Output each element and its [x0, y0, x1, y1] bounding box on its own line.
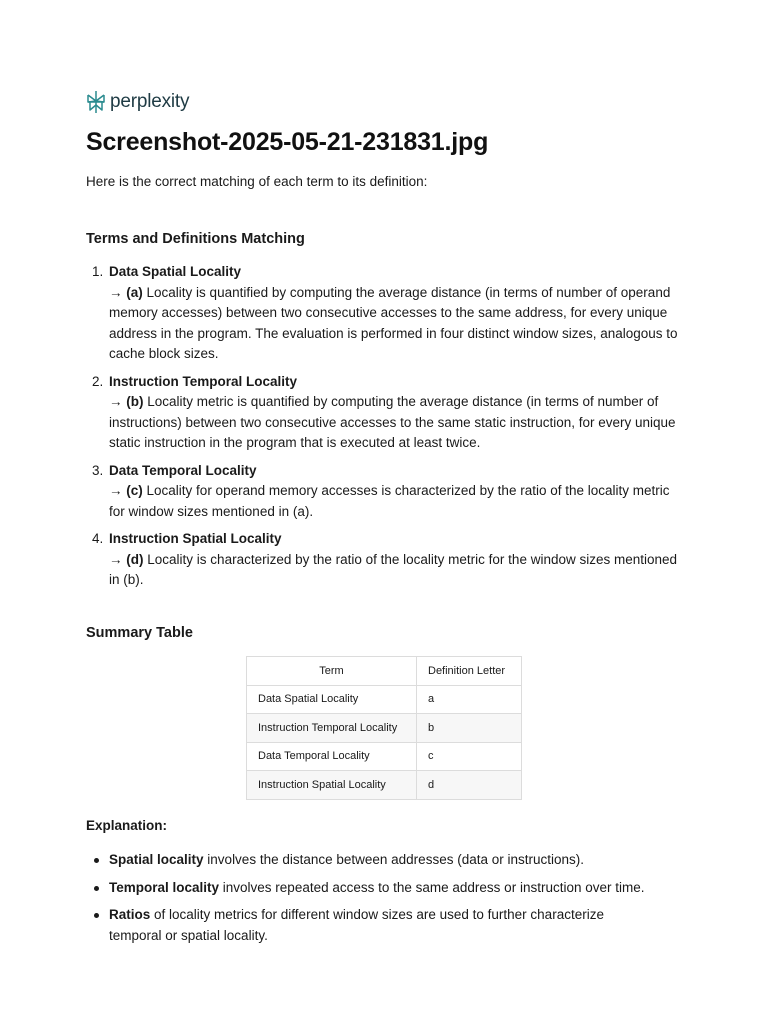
table-cell-term: Data Temporal Locality — [247, 742, 417, 771]
list-item — [86, 461, 682, 523]
column-header-term: Term — [247, 657, 417, 686]
explanation-heading: Explanation: — [86, 818, 168, 833]
bullet-text: involves repeated access to the same address or instruction over time. — [219, 879, 645, 895]
table-cell-term: Instruction Spatial Locality — [247, 771, 417, 800]
definition-letter: (c) — [126, 483, 143, 498]
term-name: Data Temporal Locality — [109, 462, 257, 478]
table-cell-term: Instruction Temporal Locality — [247, 714, 417, 743]
term-name: Instruction Temporal Locality — [109, 373, 298, 389]
arrow: → — [109, 284, 123, 300]
table-row — [247, 742, 522, 771]
item-number: 1. — [92, 264, 104, 279]
terms-list — [86, 262, 682, 598]
arrow: → — [109, 483, 123, 498]
list-item — [86, 262, 682, 365]
table-cell-letter: b — [417, 714, 522, 743]
page-title: Screenshot-2025-05-21-231831.jpg — [86, 128, 489, 156]
explanation-list — [86, 850, 646, 953]
brand-name: perplexity — [110, 91, 190, 112]
definition-text: Locality for operand memory accesses is characterized by the ratio of the locality metric for window sizes mentioned in (a). — [109, 483, 670, 519]
definition-text: Locality is quantified by computing the average distance (in terms of number of operand memory accesses) between two consecutive accesses to the same address, for every unique address in the program. The evaluation is performed in four distinct window sizes, analogous to cache block sizes. — [109, 284, 678, 361]
bullet-term: Spatial locality — [109, 852, 204, 867]
term-name: Data Spatial Locality — [109, 264, 242, 279]
summary-heading: Summary Table — [86, 625, 193, 641]
list-item — [86, 529, 682, 591]
table-row — [247, 771, 522, 800]
brand-logo[interactable] — [86, 90, 189, 114]
bullet-text: involves the distance between addresses (data or instructions). — [203, 852, 584, 867]
arrow: → — [109, 394, 123, 409]
list-item — [86, 878, 646, 899]
term-definition — [109, 283, 682, 365]
definition-letter: (b) — [126, 394, 144, 409]
table-row — [247, 685, 522, 714]
term-name: Instruction Spatial Locality — [109, 531, 282, 546]
definition-text: Locality is characterized by the ratio of the locality metric for the window sizes mentioned in (b). — [109, 551, 678, 587]
item-number: 3. — [92, 462, 104, 478]
table-header-row — [247, 657, 522, 686]
bullet-term: Temporal locality — [109, 879, 220, 895]
intro-text: Here is the correct matching of each term to its definition: — [86, 174, 428, 189]
bullet-term: Ratios — [109, 907, 151, 922]
item-number: 4. — [92, 531, 104, 546]
definition-letter: (d) — [126, 551, 144, 567]
term-definition — [109, 392, 682, 454]
list-item — [86, 850, 646, 871]
term-definition — [109, 550, 682, 591]
table-cell-letter: d — [417, 771, 522, 800]
perplexity-logo-icon — [86, 90, 106, 114]
item-number: 2. — [92, 373, 104, 389]
column-header-letter: Definition Letter — [417, 657, 522, 686]
bullet-text: of locality metrics for different window sizes are used to further characterize temporal or spatial locality. — [109, 907, 604, 943]
list-item — [86, 905, 646, 946]
table-cell-letter: a — [417, 685, 522, 714]
term-definition — [109, 481, 682, 522]
table-row — [247, 714, 522, 743]
list-item — [86, 372, 682, 454]
summary-table — [246, 656, 522, 800]
terms-heading: Terms and Definitions Matching — [86, 231, 305, 247]
definition-letter: (a) — [126, 284, 143, 300]
arrow: → — [109, 551, 123, 567]
table-cell-term: Data Spatial Locality — [247, 685, 417, 714]
definition-text: Locality metric is quantified by computing the average distance (in terms of number of instructions) between two consecutive accesses to the same static instruction, for every unique static instruction in the program that is executed at least twice. — [109, 394, 676, 450]
table-cell-letter: c — [417, 742, 522, 771]
